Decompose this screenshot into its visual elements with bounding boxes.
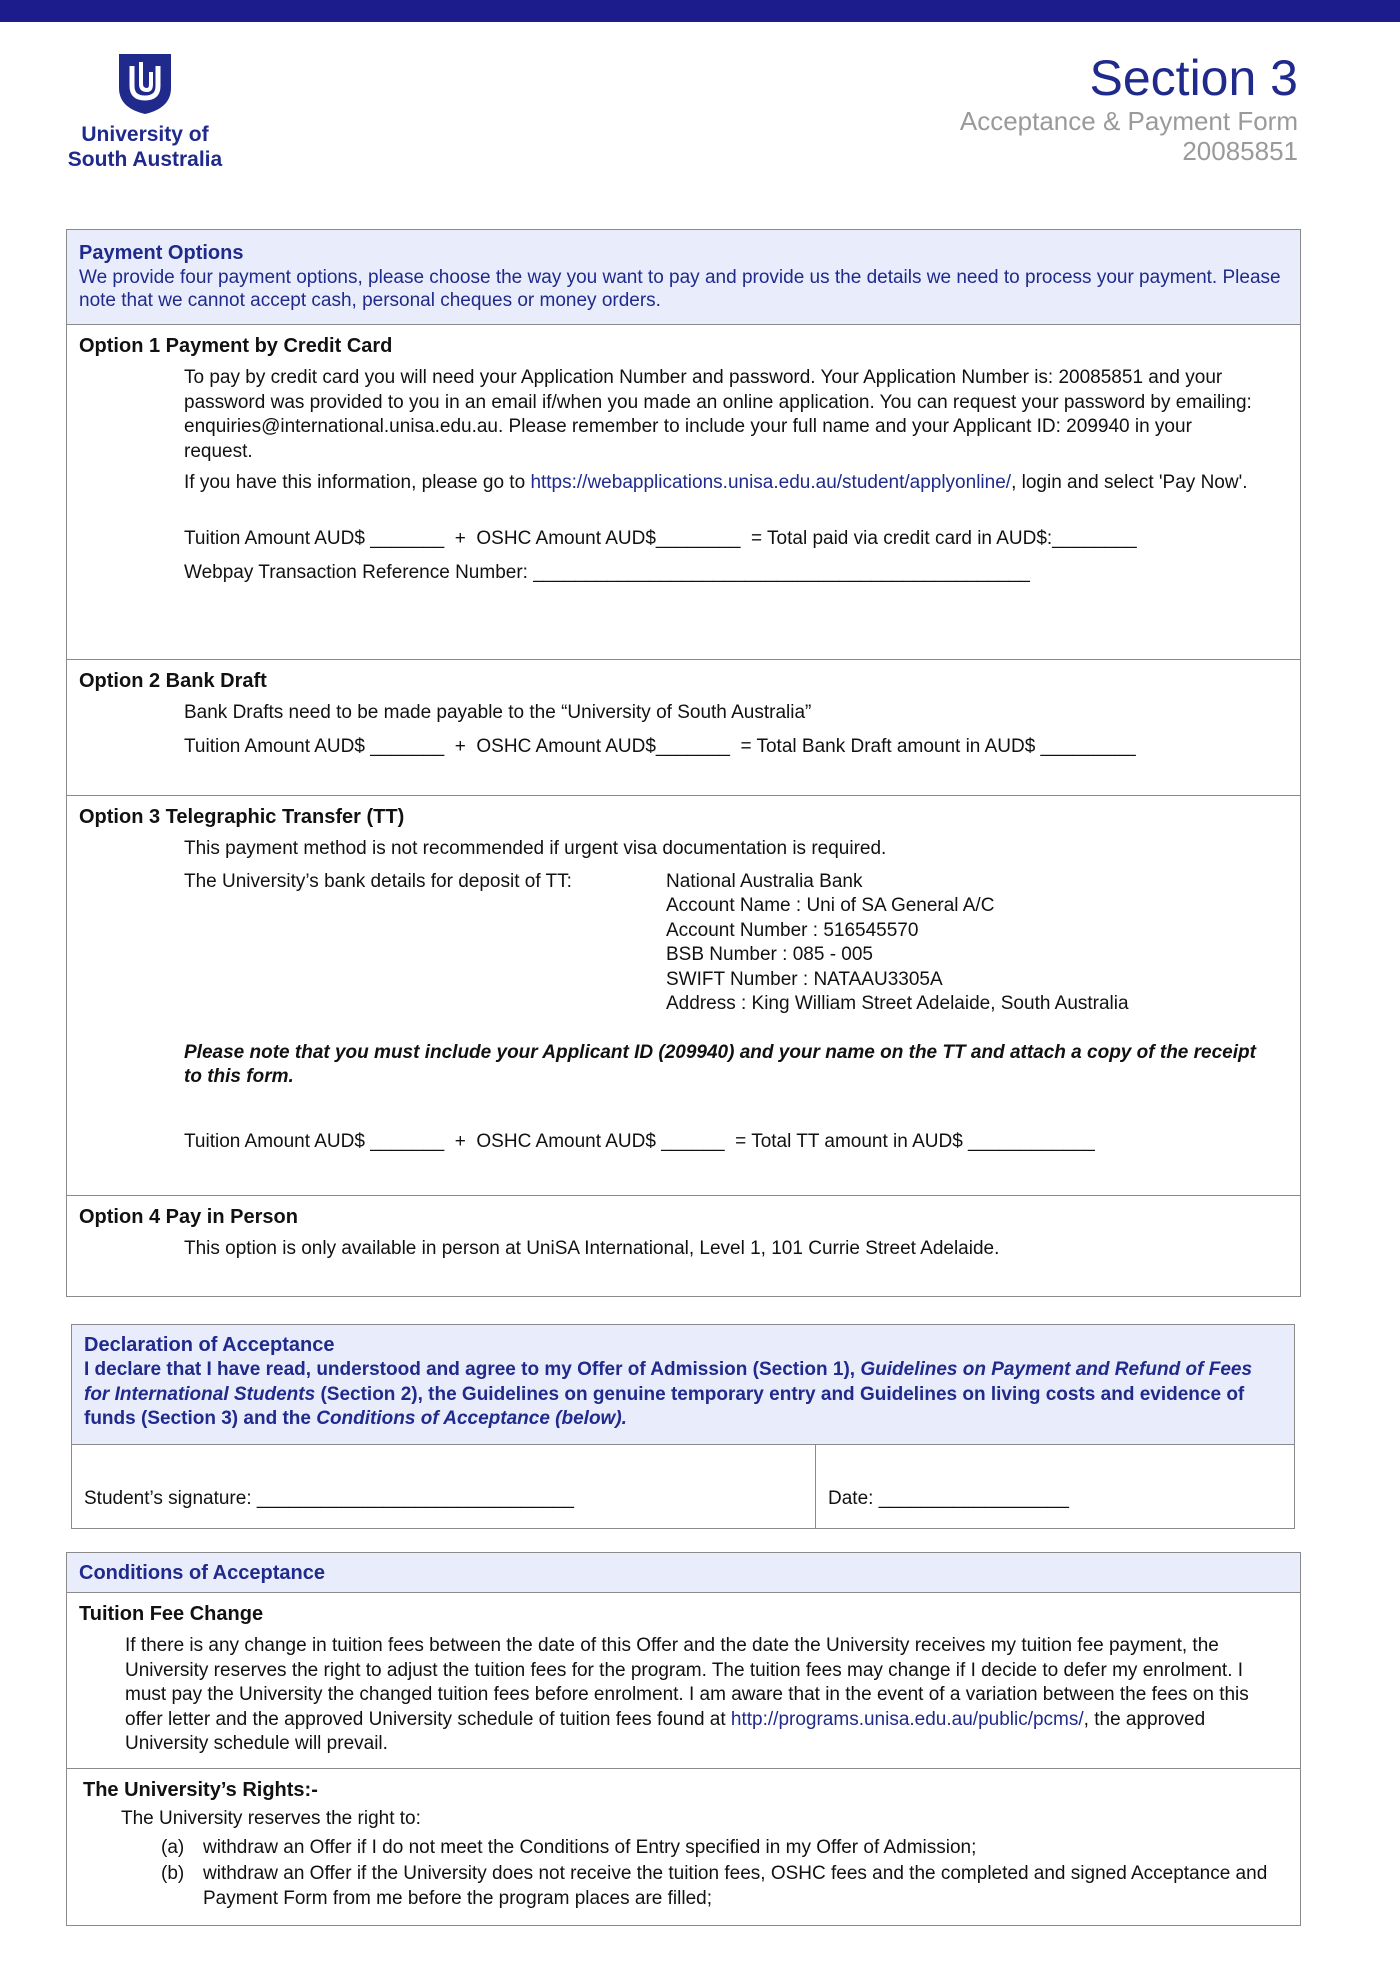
bank-details: [184, 870, 1288, 1017]
payment-options-header: [67, 230, 1300, 325]
apply-online-link[interactable]: https://webapplications.unisa.edu.au/student/applyonline/: [530, 472, 1012, 493]
bsb-number: BSB Number : 085 - 005: [666, 944, 873, 965]
student-signature-field[interactable]: Student’s signature: ______________________________: [72, 1445, 816, 1529]
declaration-box: [71, 1324, 1295, 1529]
university-rights-heading: The University’s Rights:-: [83, 1779, 318, 1801]
payment-options-box: [66, 229, 1301, 1297]
option-2-heading: Option 2 Bank Draft: [79, 670, 267, 692]
tuition-fee-change-heading: Tuition Fee Change: [79, 1603, 264, 1625]
list-item: [161, 1836, 1288, 1861]
option-3-para: This payment method is not recommended if urgent visa documentation is required.: [184, 838, 887, 859]
list-item-text: withdraw an Offer if I do not meet the Conditions of Entry specified in my Offer of Admission;: [203, 1836, 977, 1858]
list-item-mark: (b): [161, 1863, 185, 1884]
conditions-box: [66, 1552, 1301, 1926]
list-item: [161, 1862, 1288, 1911]
university-name-line1: University of: [81, 123, 209, 146]
option-1-instructions-end: , login and select 'Pay Now'.: [1011, 472, 1248, 493]
declaration-title: Declaration of Acceptance: [84, 1334, 335, 1356]
conditions-header: [67, 1553, 1300, 1593]
declaration-text-part3: (Section 2), the Guidelines on genuine temporary entry and Guidelines on living costs and evidence of funds (Section 3) and the: [84, 1383, 1245, 1429]
option-1-heading: Option 1 Payment by Credit Card: [79, 335, 393, 357]
option-2-section: [67, 660, 1300, 796]
section-title: Section 3: [1089, 50, 1298, 106]
swift-number: SWIFT Number : NATAAU3305A: [666, 968, 943, 990]
university-rights-intro: The University reserves the right to:: [121, 1808, 421, 1829]
payment-options-intro: We provide four payment options, please choose the way you want to pay and provide us the details we need to process your payment. Please note that we cannot accept cash, personal cheques or money orders.: [79, 267, 1281, 311]
option-4-heading: Option 4 Pay in Person: [79, 1206, 298, 1228]
option-2-para: Bank Drafts need to be made payable to the “University of South Australia”: [184, 702, 812, 723]
account-number: Account Number : 516545570: [666, 919, 919, 941]
date-field[interactable]: Date: __________________: [828, 1488, 1069, 1509]
form-number: 20085851: [1182, 136, 1298, 166]
option-1-section: [67, 325, 1300, 660]
declaration-text: [84, 1358, 1282, 1432]
top-banner: [0, 0, 1400, 22]
tt-note: Please note that you must include your Applicant ID (209940) and your name on the TT and attach a copy of the receipt to this form.: [184, 1041, 1256, 1087]
university-rights-list: [121, 1836, 1288, 1912]
option-1-instructions-text: If you have this information, please go to: [184, 472, 531, 493]
option-3-amount-line[interactable]: Tuition Amount AUD$ _______ + OSHC Amount AUD$ ______ = Total TT amount in AUD$ ____________: [184, 1130, 1095, 1152]
unisa-crest-icon: [115, 52, 175, 116]
tuition-fee-change-end: , the approved University schedule will prevail.: [125, 1708, 1206, 1754]
pcms-link[interactable]: http://programs.unisa.edu.au/public/pcms/: [730, 1708, 1084, 1730]
bank-address: Address : King William Street Adelaide, South Australia: [666, 993, 1129, 1014]
account-name: Account Name : Uni of SA General A/C: [666, 895, 995, 916]
declaration-header: [72, 1325, 1294, 1445]
form-title: Acceptance & Payment Form: [959, 106, 1298, 136]
declaration-text-part1: I declare that I have read, understood and agree to my Offer of Admission (Section 1),: [84, 1359, 861, 1380]
payment-options-title: Payment Options: [79, 242, 244, 264]
university-rights-section: [67, 1769, 1300, 1925]
bank-details-label: The University’s bank details for deposit of TT:: [184, 870, 572, 892]
declaration-text-part2: Guidelines on Payment and Refund of Fees for International Students: [84, 1359, 1253, 1405]
option-4-para: This option is only available in person at UniSA International, Level 1, 101 Currie Street Adelaide.: [184, 1238, 1000, 1259]
option-4-section: [67, 1196, 1300, 1295]
bank-details-list: [666, 870, 1129, 1017]
tuition-fee-change-text: If there is any change in tuition fees between the date of this Offer and the date the University receives my tuition fee payment, the University reserves the right to adjust the tuition fees for the program. The tuition fees may change if I decide to defer my enrolment. I must pay the University the changed tuition fees before enrolment. I am aware that in the event of a variation between the fees on this offer letter and the approved University schedule of tuition fees found at: [125, 1635, 1249, 1730]
list-item-mark: (a): [161, 1836, 185, 1858]
declaration-text-part4: Conditions of Acceptance (below).: [316, 1408, 627, 1429]
option-3-section: [67, 796, 1300, 1196]
option-1-para: To pay by credit card you will need your Application Number and password. Your Application Number is: 20085851 and your password was provided to you in an email if/when you made an online application. You can request your password by emailing: enquiries@international.unisa.edu.au. Please remember to include your full name and your Applicant ID: 209940 in your request.: [184, 367, 1252, 462]
conditions-title: Conditions of Acceptance: [79, 1562, 325, 1584]
page-header: [960, 50, 1298, 166]
university-name-line2: South Australia: [67, 148, 223, 171]
tuition-fee-change-para: [125, 1634, 1274, 1757]
university-logo: [60, 52, 230, 172]
option-3-heading: Option 3 Telegraphic Transfer (TT): [79, 806, 405, 828]
bank-name: National Australia Bank: [666, 870, 863, 892]
tuition-fee-change-section: [67, 1593, 1300, 1769]
webpay-reference-line[interactable]: Webpay Transaction Reference Number: _______________________________________________: [184, 561, 1030, 583]
option-1-amount-line[interactable]: Tuition Amount AUD$ _______ + OSHC Amount AUD$________ = Total paid via credit card in AUD$:________: [184, 527, 1137, 549]
option-1-instructions: [184, 471, 1262, 496]
signature-row: [72, 1445, 1294, 1529]
list-item-text: withdraw an Offer if the University does not receive the tuition fees, OSHC fees and the completed and signed Acceptance and Payment Form from me before the program places are filled;: [203, 1863, 1268, 1909]
option-2-amount-line[interactable]: Tuition Amount AUD$ _______ + OSHC Amount AUD$_______ = Total Bank Draft amount in AUD$ _________: [184, 735, 1136, 757]
